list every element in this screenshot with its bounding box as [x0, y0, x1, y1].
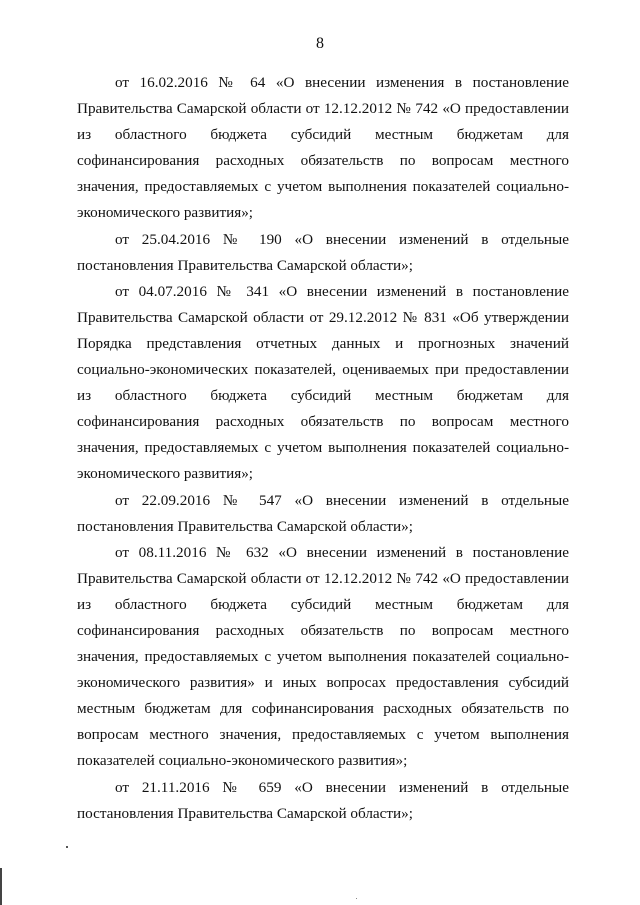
paragraph-resolution-632: от 08.11.2016 № 632 «О внесении изменений в постановление Правительства Самарской области от 12.12.2012 № 742 «О предоставлении из областного бюджета субсидий местным бюджетам для софинансирования расходных обязательств по вопросам местного значения, предоставляемых с учетом выполнения показателей социально-экономического развития» и иных вопросах предоставления субсидий местным бюджетам для софинансирования расходных обязательств по вопросам местного значения, предоставляемых с учетом выполнения показателей социально-экономического развития»;: [77, 543, 569, 770]
paragraph-resolution-547: от 22.09.2016 № 547 «О внесении изменений в отдельные постановления Правительства Самарской области»;: [77, 491, 569, 535]
paragraph-resolution-190: от 25.04.2016 № 190 «О внесении изменений в отдельные постановления Правительства Самарской области»;: [77, 230, 569, 274]
paragraph-resolution-659: от 21.11.2016 № 659 «О внесении изменений в отдельные постановления Правительства Самарской области»;: [77, 778, 569, 822]
scan-artifact-dot: [66, 846, 68, 848]
scan-artifact-dot-bottom: [356, 898, 357, 899]
document-body: [77, 70, 569, 827]
scan-artifact-edge: [0, 868, 2, 905]
paragraph-resolution-64: от 16.02.2016 № 64 «О внесении изменения в постановление Правительства Самарской области от 12.12.2012 № 742 «О предоставлении из областного бюджета субсидий местным бюджетам для софинансирования расходных обязательств по вопросам местного значения, предоставляемых с учетом выполнения показателей социально-экономического развития»;: [77, 74, 569, 222]
paragraph-resolution-341: от 04.07.2016 № 341 «О внесении изменений в постановление Правительства Самарской области от 29.12.2012 № 831 «Об утверждении Порядка представления отчетных данных и прогнозных значений социально-экономических показателей, оцениваемых при предоставлении из областного бюджета субсидий местным бюджетам для софинансирования расходных обязательств по вопросам местного значения, предоставляемых с учетом выполнения показателей социально-экономического развития»;: [77, 282, 569, 483]
page-number: 8: [316, 35, 324, 52]
